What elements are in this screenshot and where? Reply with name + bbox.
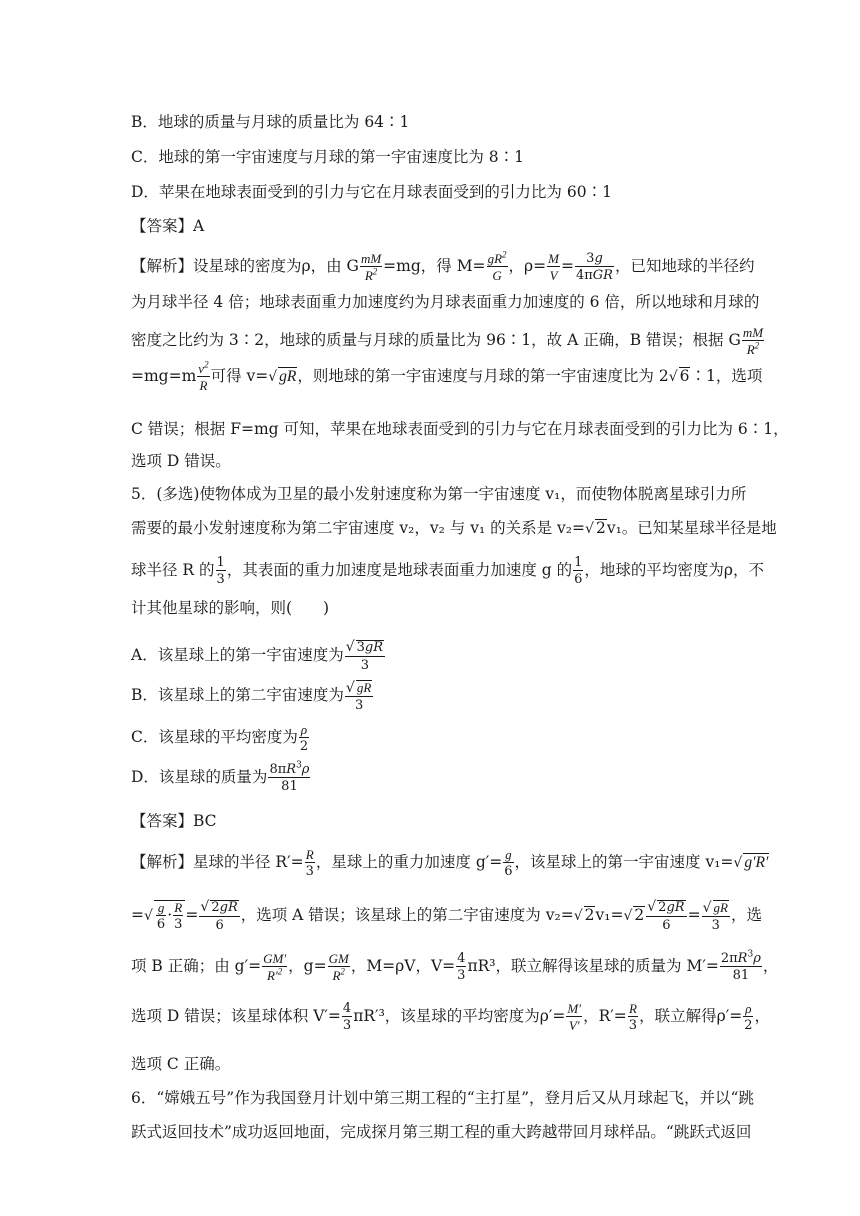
analysis-4-line-5: C 错误；根据 F=mg 可知，苹果在地球表面受到的引力与它在月球表面受到的引力比为 6∶1， (131, 420, 789, 438)
analysis-4-line-4: =mg=m $\frac{v^2}{R}$ 可得 v=√ gR，则地球的第一宇宙速度与月球的第一宇宙速度比为 2√ 6∶1，选项 (131, 359, 763, 393)
question-6-line-2: 跃式返回技术”成功返回地面，完成探月第三期工程的重大跨越带回月球样品。“跳跃式返回 (131, 1123, 752, 1141)
option-5c: C．该星球的平均密度为 $\frac{\rho}{2}$ (131, 722, 309, 754)
analysis-5-line-4: 选项 D 错误；该星球体积 V′= $\frac{4}{3}$ πR′³，该星球的平均密度为ρ′= $\frac{M'}{V'}$ ，R′= $\frac{R}{3}$ ，联立解得ρ′= $\frac{\rho}{2}$ ， (131, 1001, 770, 1033)
analysis-5-line-2: =√ $\frac{g}{6}$ · $\frac{R}{3}$ = $\frac{√ 2gR}{6}$ ，选项 A 错误；该星球上的第二宇宙速度为 v₂=√ 2v₁=√ 2 $\frac{√ 2gR}{6}$ = $\frac{√ gR}{3}$ ，选 (131, 899, 762, 934)
question-5-line-1: 5．(多选)使物体成为卫星的最小发射速度称为第一宇宙速度 v₁，而使物体脱离星球引力所 (131, 485, 747, 503)
option-d-line: D．苹果在地球表面受到的引力与它在月球表面受到的引力比为 60∶1 (131, 183, 612, 201)
question-5-line-4: 计其他星球的影响，则( ) (131, 599, 330, 617)
option-b-line: B．地球的质量与月球的质量比为 64∶1 (131, 113, 410, 131)
analysis-5-line-1: 【解析】星球的半径 R′= $\frac{R}{3}$ ，星球上的重力加速度 g′= $\frac{g}{6}$ ，该星球上的第一宇宙速度 v₁=√ g′R′ (131, 847, 769, 879)
analysis-4-line-3: 密度之比约为 3∶2，地球的质量与月球的质量比为 96∶1，故 A 正确，B 错误；根据 G $\frac{mM}{R^2}$ (131, 325, 764, 357)
option-c-line: C．地球的第一宇宙速度与月球的第一宇宙速度比为 8∶1 (131, 148, 525, 166)
option-5a: A．该星球上的第一宇宙速度为 $\frac{√ 3gR}{3}$ (131, 639, 384, 674)
answer-4: 【答案】A (131, 217, 205, 235)
question-6-line-1: 6．“嫦娥五号”作为我国登月计划中第三期工程的“主打星”，登月后又从月球起飞，并以“跳 (131, 1089, 754, 1107)
question-5-line-2: 需要的最小发射速度称为第二宇宙速度 v₂，v₂ 与 v₁ 的关系是 v₂=√ 2v₁。已知某星球半径是地 (131, 519, 777, 537)
analysis-5-line-5: 选项 C 正确。 (131, 1055, 231, 1073)
option-5b: B．该星球上的第二宇宙速度为 $\frac{√ gR}{3}$ (131, 680, 372, 714)
analysis-5-line-3: 项 B 正确；由 g′= $\frac{GM'}{R'^2}$ ，g= $\frac{GM}{R^2}$ ，M=ρV，V= $\frac{4}{3}$ πR³，联立解得该星球的质量为 M′= $\frac{2\pi R^3\rho}{81}$ ， (131, 949, 779, 983)
answer-5: 【答案】BC (131, 812, 217, 830)
analysis-4-line-2: 为月球半径 4 倍；地球表面重力加速度约为月球表面重力加速度的 6 倍，所以地球和月球的 (131, 293, 760, 311)
option-5d: D．该星球的质量为 $\frac{8\pi R^3\rho}{81}$ (131, 760, 310, 794)
analysis-4-line-6: 选项 D 错误。 (131, 452, 231, 470)
analysis-4-line-1: 【解析】设星球的密度为ρ，由 G $\frac{mM}{R^2}$ =mg，得 M= $\frac{gR^2}{G}$ ，ρ= $\frac{M}{V}$ = $\frac{3g}{\text{4πGR}}$ ，已知地球的半径约 (131, 249, 755, 283)
question-5-line-3: 球半径 R 的 $\frac{1}{3}$ ，其表面的重力加速度是地球表面重力加速度 g 的 $\frac{1}{6}$ ，地球的平均密度为ρ，不 (131, 555, 764, 587)
